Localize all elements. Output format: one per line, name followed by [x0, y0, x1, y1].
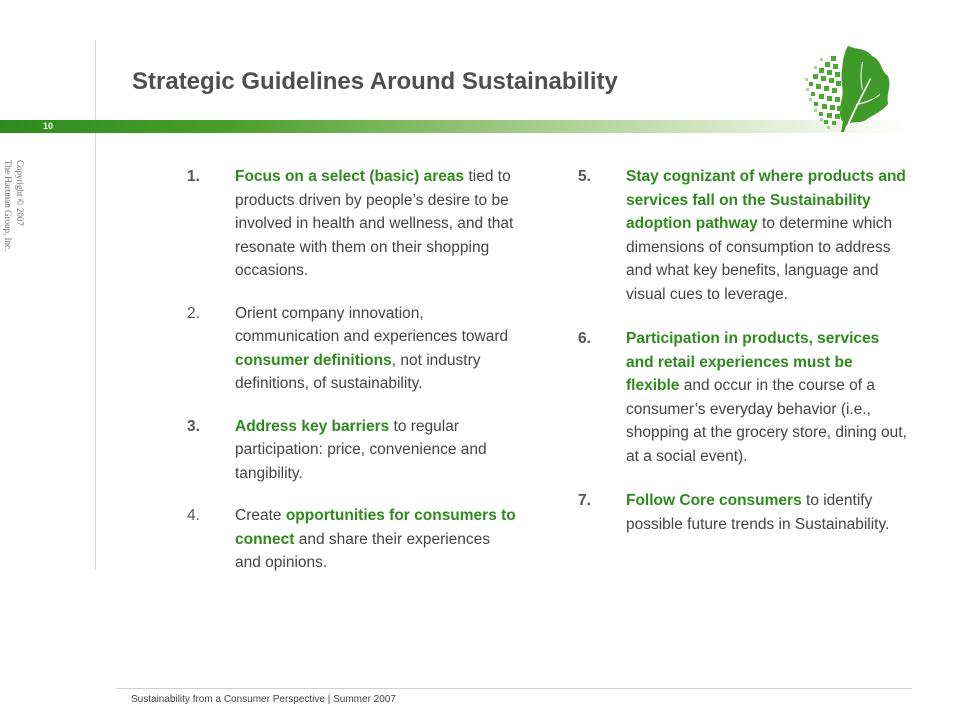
- guideline-number: 4.: [187, 507, 200, 524]
- guideline-item-7: [578, 489, 908, 536]
- guideline-emphasis: Stay cognizant of where products and services fall on the Sustainability adoption pathway: [626, 168, 906, 232]
- title-underline-band: [0, 120, 910, 133]
- guideline-text: tied to products driven by people’s desire to be involved in health and wellness, and that resonate with them on their shopping occasions.: [235, 168, 514, 279]
- copyright-notice: [2, 160, 26, 290]
- guideline-text: , not industry definitions, of sustainability.: [235, 351, 481, 392]
- guideline-emphasis: consumer definitions: [235, 351, 392, 369]
- guideline-text: to identify possible future trends in Sustainability.: [626, 492, 890, 533]
- copyright-line-2: The Hartman Group, Inc.: [3, 160, 13, 252]
- slide-title: Strategic Guidelines Around Sustainability: [132, 68, 618, 95]
- guideline-text: Create: [235, 507, 286, 524]
- guideline-emphasis: Follow Core consumers: [626, 492, 802, 509]
- copyright-line-1: Copyright © 2007: [15, 160, 25, 226]
- footer-divider-line: [116, 688, 912, 689]
- guideline-item-2: [187, 302, 517, 396]
- guideline-text: Orient company innovation, communication and experiences toward: [235, 304, 509, 345]
- guideline-number: 6.: [578, 330, 591, 347]
- guideline-number: 2.: [187, 304, 200, 322]
- guideline-text: to regular participation: price, convenience and tangibility.: [235, 417, 487, 482]
- leaf-icon: [800, 42, 895, 134]
- guidelines-left-column: [187, 165, 517, 575]
- guideline-emphasis: Address key barriers: [235, 417, 390, 435]
- guideline-number: 7.: [578, 492, 591, 509]
- page-number: 10: [42, 121, 53, 131]
- guideline-item-3: [187, 415, 517, 486]
- guideline-item-5: [578, 165, 908, 306]
- guideline-text: and share their experiences and opinions.: [235, 530, 491, 571]
- guideline-emphasis: opportunities for consumers to connect: [235, 507, 516, 548]
- guideline-item-4: [187, 504, 517, 575]
- guidelines-right-column: [578, 165, 908, 536]
- guideline-emphasis: Participation in products, services and retail experiences must be flexible: [626, 330, 880, 394]
- guideline-item-1: [187, 165, 517, 283]
- guideline-number: 1.: [187, 168, 200, 185]
- guideline-text: to determine which dimensions of consumption to address and what key benefits, language and visual cues to leverage.: [626, 215, 893, 303]
- guideline-number: 5.: [578, 168, 591, 185]
- guideline-item-6: [578, 327, 908, 468]
- footer-text: Sustainability from a Consumer Perspective | Summer 2007: [131, 694, 396, 705]
- guideline-emphasis: Focus on a select (basic) areas: [235, 168, 465, 185]
- guideline-text: and occur in the course of a consumer’s everyday behavior (i.e., shopping at the grocery store, dining out, at a social event).: [626, 377, 907, 465]
- guideline-number: 3.: [187, 417, 200, 435]
